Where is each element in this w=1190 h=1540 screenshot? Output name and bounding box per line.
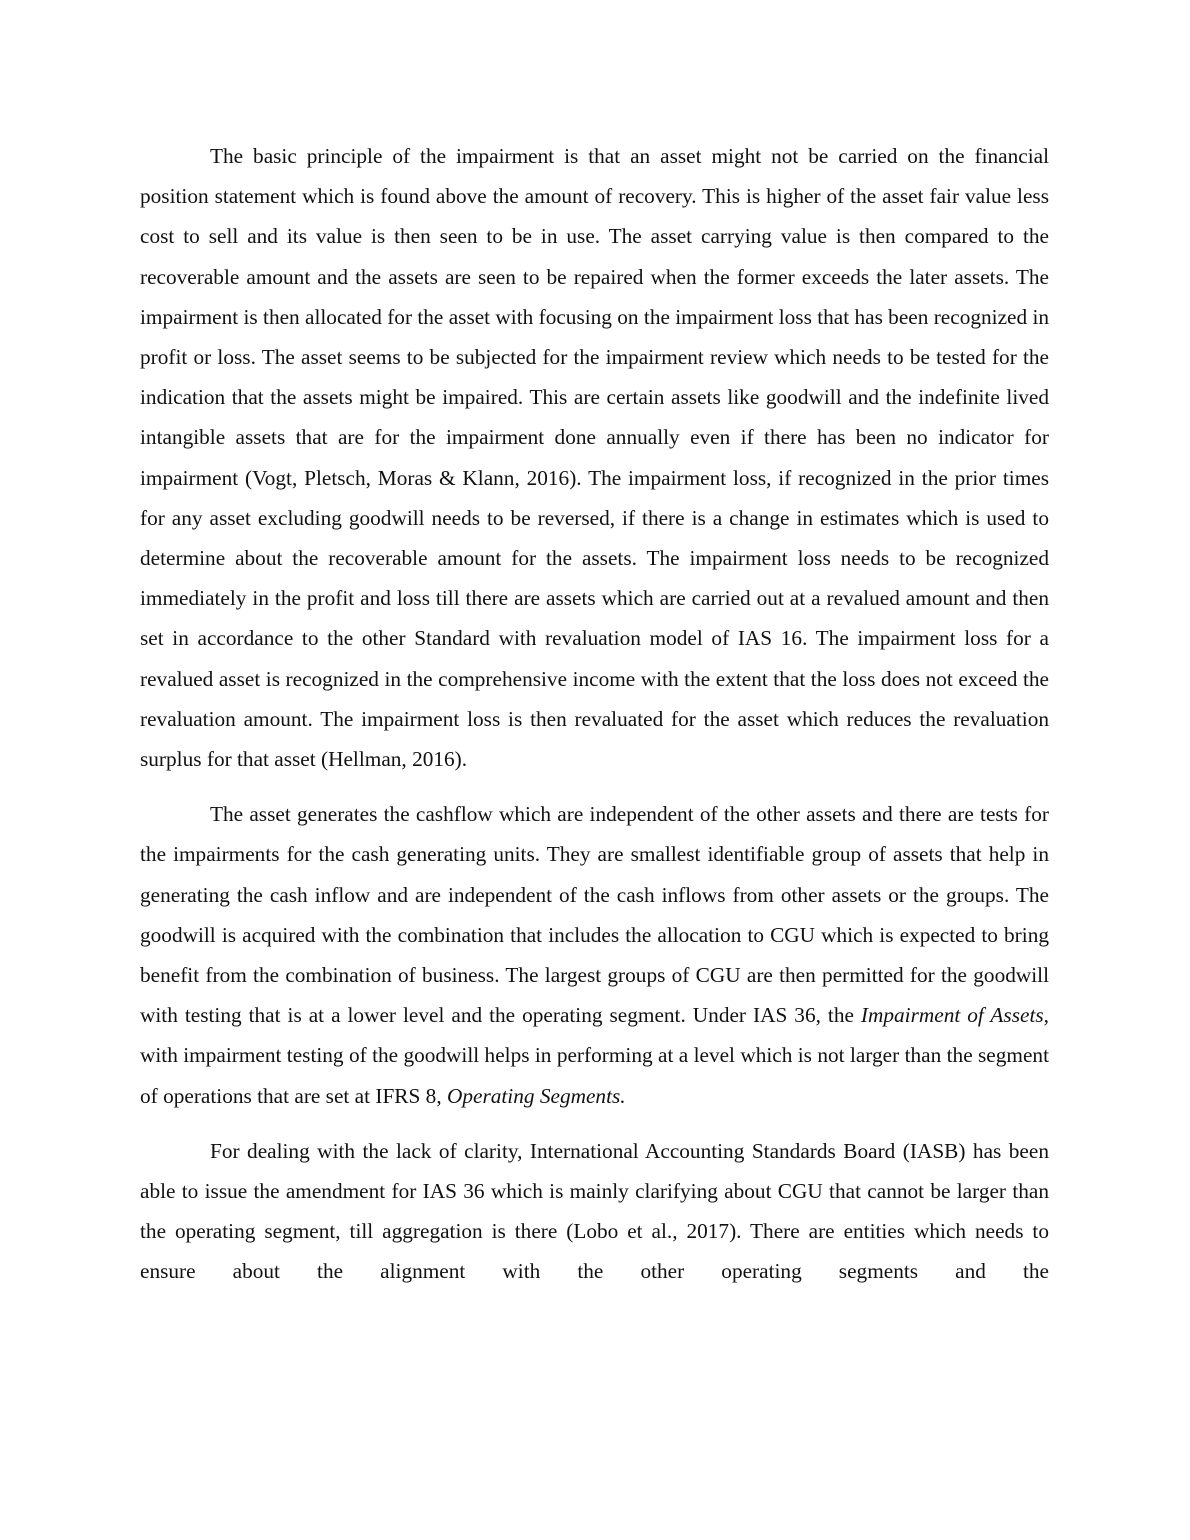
italic-title-operating-segments: Operating Segments.: [446, 1083, 626, 1108]
paragraph-impairment-principle: [140, 136, 1049, 779]
text-run: The basic principle of the impairment is that an asset might not be carried on the financial position statement which is found above the amount of recovery. This is higher of the asset fair value less cost to sell and its value is then seen to be in use. The asset carrying value is then compared to the recoverable amount and the assets are seen to be repaired when the former exceeds the later assets. The impairment is then allocated for the asset with focusing on the impairment loss that has been recognized in profit or loss. The asset seems to be subjected for the impairment review which needs to be tested for the indication that the assets might be impaired. This are certain assets like goodwill and the indefinite lived intangible assets that are for the impairment done annually even if there has been no indicator for impairment (Vogt, Pletsch, Moras & Klann, 2016). The impairment loss, if recognized in the prior times for any asset excluding goodwill needs to be reversed, if there is a change in estimates which is used to determine about the recoverable amount for the assets. The impairment loss needs to be recognized immediately in the profit and loss till there are assets which are carried out at a revalued amount and then set in accordance to the other Standard with revaluation model of IAS 16. The impairment loss for a revalued asset is recognized in the comprehensive income with the extent that the loss does not exceed the revaluation amount. The impairment loss is then revaluated for the asset which reduces the revaluation surplus for that asset (Hellman, 2016).: [140, 144, 1050, 772]
paragraph-cash-generating-units: [140, 794, 1049, 1116]
italic-title-impairment-of-assets: Impairment of Assets: [860, 1003, 1044, 1028]
document-page: [140, 136, 1049, 1292]
text-run: For dealing with the lack of clarity, International Accounting Standards Board (IASB) has been able to issue the amendment for IAS 36 which is mainly clarifying about CGU that cannot be larger than the operating segment, till aggregation is there (Lobo et al., 2017). There are entities which needs to ensure about the alignment with the other operating segments and the: [140, 1138, 1049, 1284]
text-run: The asset generates the cashflow which are independent of the other assets and there are tests for the impairments for the cash generating units. They are smallest identifiable group of assets that help in generating the cash inflow and are independent of the cash inflows from other assets or the groups. The goodwill is acquired with the combination that includes the allocation to CGU which is expected to bring benefit from the combination of business. The largest groups of CGU are then permitted for the goodwill with testing that is at a lower level and the operating segment. Under IAS 36, the: [140, 802, 1049, 1028]
text-run: , with impairment testing of the goodwill helps in performing at a level which is not larger than the segment of operations that are set at IFRS 8,: [140, 1003, 1049, 1108]
paragraph-iasb-amendment: [140, 1131, 1049, 1292]
